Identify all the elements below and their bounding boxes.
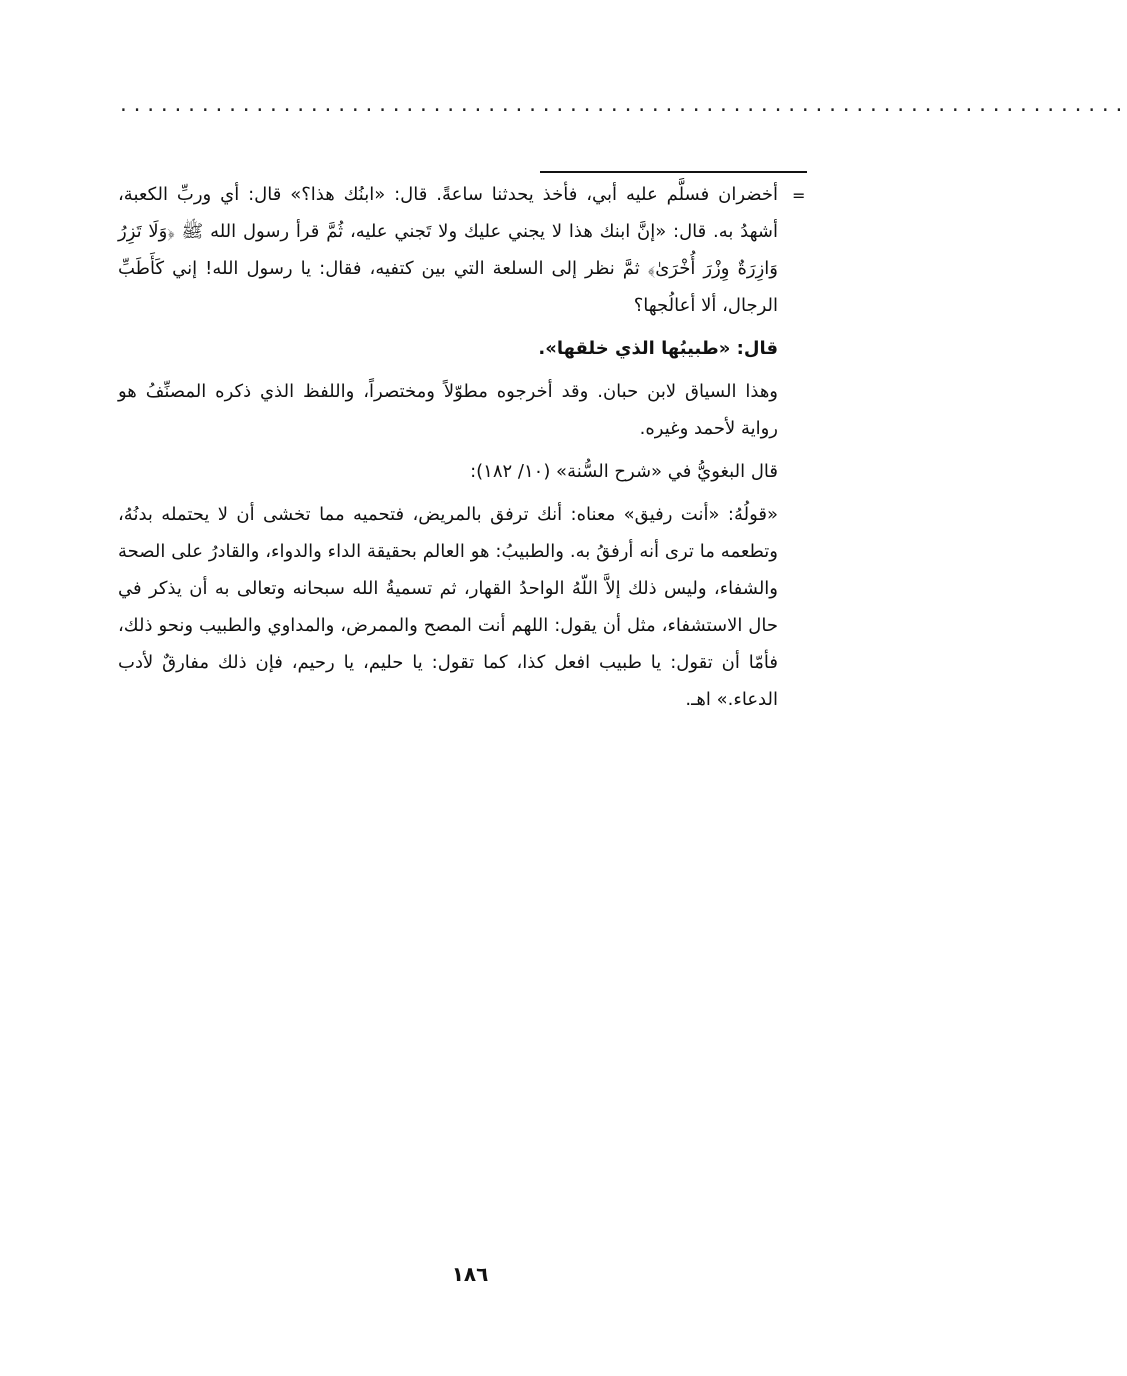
paragraph-hadith-narration: أخضران فسلَّم عليه أبي، فأخذ يحدثنا ساعةً. قال: «ابنُك هذا؟» قال: أي وربِّ الكعبة، أشهدُ به. قال: «إنَّ ابنك هذا لا يجني عليك ولا تَجني عليه، ثُمَّ قرأ رسول الله ﷺ ﴿وَلَا تَزِرُ وَازِرَةٌ وِزْرَ أُخْرَىٰ﴾ ثمَّ نظر إلى السلعة التي بين كتفيه، فقال: يا رسول الله! إني كَأَطَبِّ الرجال، ألا أعالُجها؟ xyxy=(118,184,778,316)
footnote-body xyxy=(118,176,778,718)
paragraph-prophet-reply: قال: «طبيبُها الذي خلقها». xyxy=(538,338,778,359)
paragraph-source-note: وهذا السياق لابن حبان. وقد أخرجوه مطوّلاً ومختصراً، واللفظ الذي ذكره المصنِّفُ هو رواية لأحمد وغيره. xyxy=(118,381,778,439)
header-dotted-separator: .......................................................................... xyxy=(118,95,1127,116)
paragraph-baghawi-citation: قال البغويُّ في «شرح السُّنة» (١٠/ ١٨٢): xyxy=(470,461,778,482)
footnote-rule xyxy=(540,171,807,173)
page-number: ١٨٦ xyxy=(451,1262,489,1286)
paragraph-baghawi-quote: «قولُهُ: «أنت رفيق» معناه: أنك ترفق بالمريض، فتحميه مما تخشى أن لا يحتمله بدنُهُ، وتطعمه ما ترى أنه أرفقُ به. والطبيبُ: هو العالم بحقيقة الداء والدواء، والقادرُ على الصحة والشفاء، وليس ذلك إلاَّ اللّهُ الواحدُ القهار، ثم تسميةُ الله سبحانه وتعالى به أن يذكر في حال الاستشفاء، مثل أن يقول: اللهم أنت المصح والممرض، والمداوي والطبيب ونحو ذلك، فأمّا أن تقول: يا طبيب افعل كذا، كما تقول: يا حليم، يا رحيم، فإن ذلك مفارقٌ لأدب الدعاء.» اهـ. xyxy=(118,504,778,710)
continuation-mark: = xyxy=(792,186,806,205)
